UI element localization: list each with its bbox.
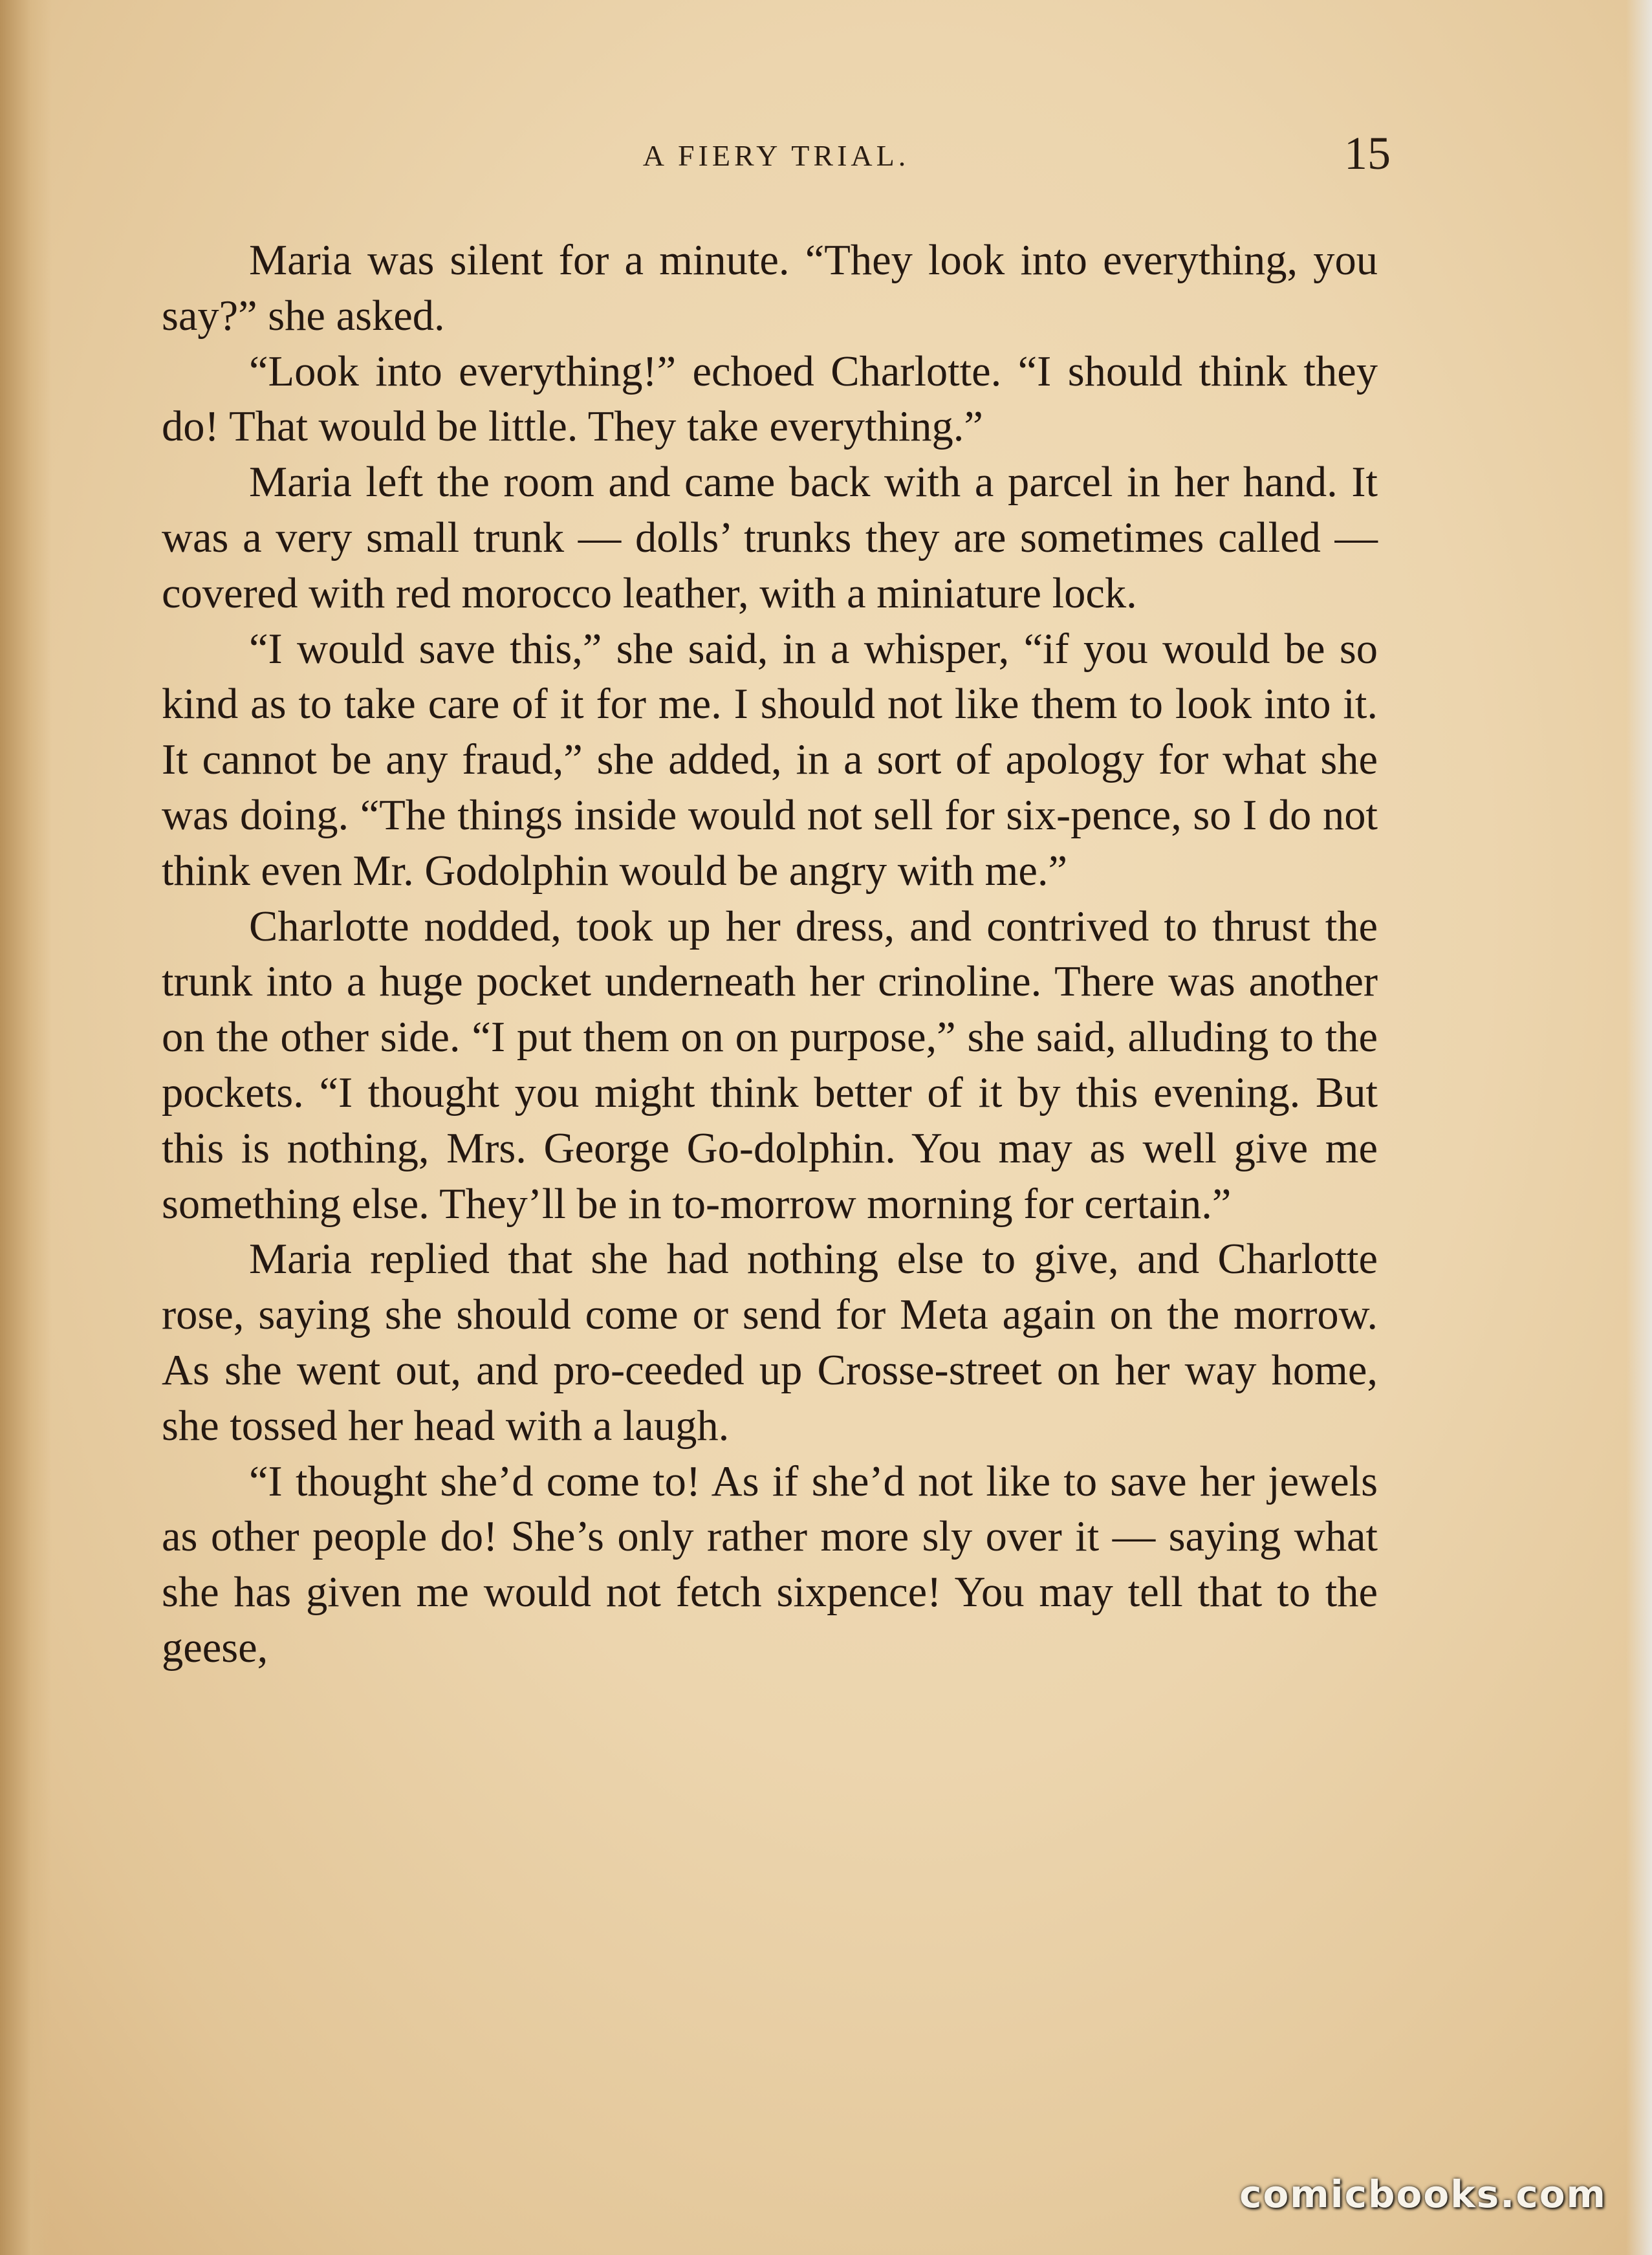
watermark-logo: comicbooks.com <box>1239 2172 1607 2216</box>
page-number: 15 <box>1344 127 1391 179</box>
paragraph: Charlotte nodded, took up her dress, and contrived to thrust the trunk into a huge pocket underneath her crinoline. There was another on the other side. “I put them on on purpose,” she said, alluding to the pockets. “I thought you might think better of it by this evening. But this is nothing, Mrs. George Go-dolphin. You may as well give me something else. They’ll be in to-morrow morning for certain.” <box>162 902 1378 1228</box>
running-title: A FIERY TRIAL. <box>642 139 910 172</box>
paragraph: “Look into everything!” echoed Charlotte. “I should think they do! That would be little. They take everything.” <box>162 347 1378 451</box>
paragraph: Maria replied that she had nothing else to give, and Charlotte rose, saying she should come or send for Meta again on the morrow. As she went out, and pro-ceeded up Crosse-street on her way home, she tossed her head with a laugh. <box>162 1236 1378 1450</box>
body-text <box>162 233 1378 1676</box>
paragraph: Maria was silent for a minute. “They look into everything, you say?” she asked. <box>162 237 1378 340</box>
page-header <box>162 127 1391 185</box>
paragraph: Maria left the room and came back with a parcel in her hand. It was a very small trunk — dolls’ trunks they are sometimes called — covered with red morocco leather, with a miniature lock. <box>162 459 1378 617</box>
paragraph: “I would save this,” she said, in a whisper, “if you would be so kind as to take care of it for me. I should not like them to look into it. It cannot be any fraud,” she added, in a sort of apology for what she was doing. “The things inside would not sell for six-pence, so I do not think even Mr. Godolphin would be angry with me.” <box>162 625 1378 895</box>
paragraph: “I thought she’d come to! As if she’d not like to save her jewels as other people do! She’s only rather more sly over it — saying what she has given me would not fetch sixpence! You may tell that to the geese, <box>162 1457 1378 1672</box>
